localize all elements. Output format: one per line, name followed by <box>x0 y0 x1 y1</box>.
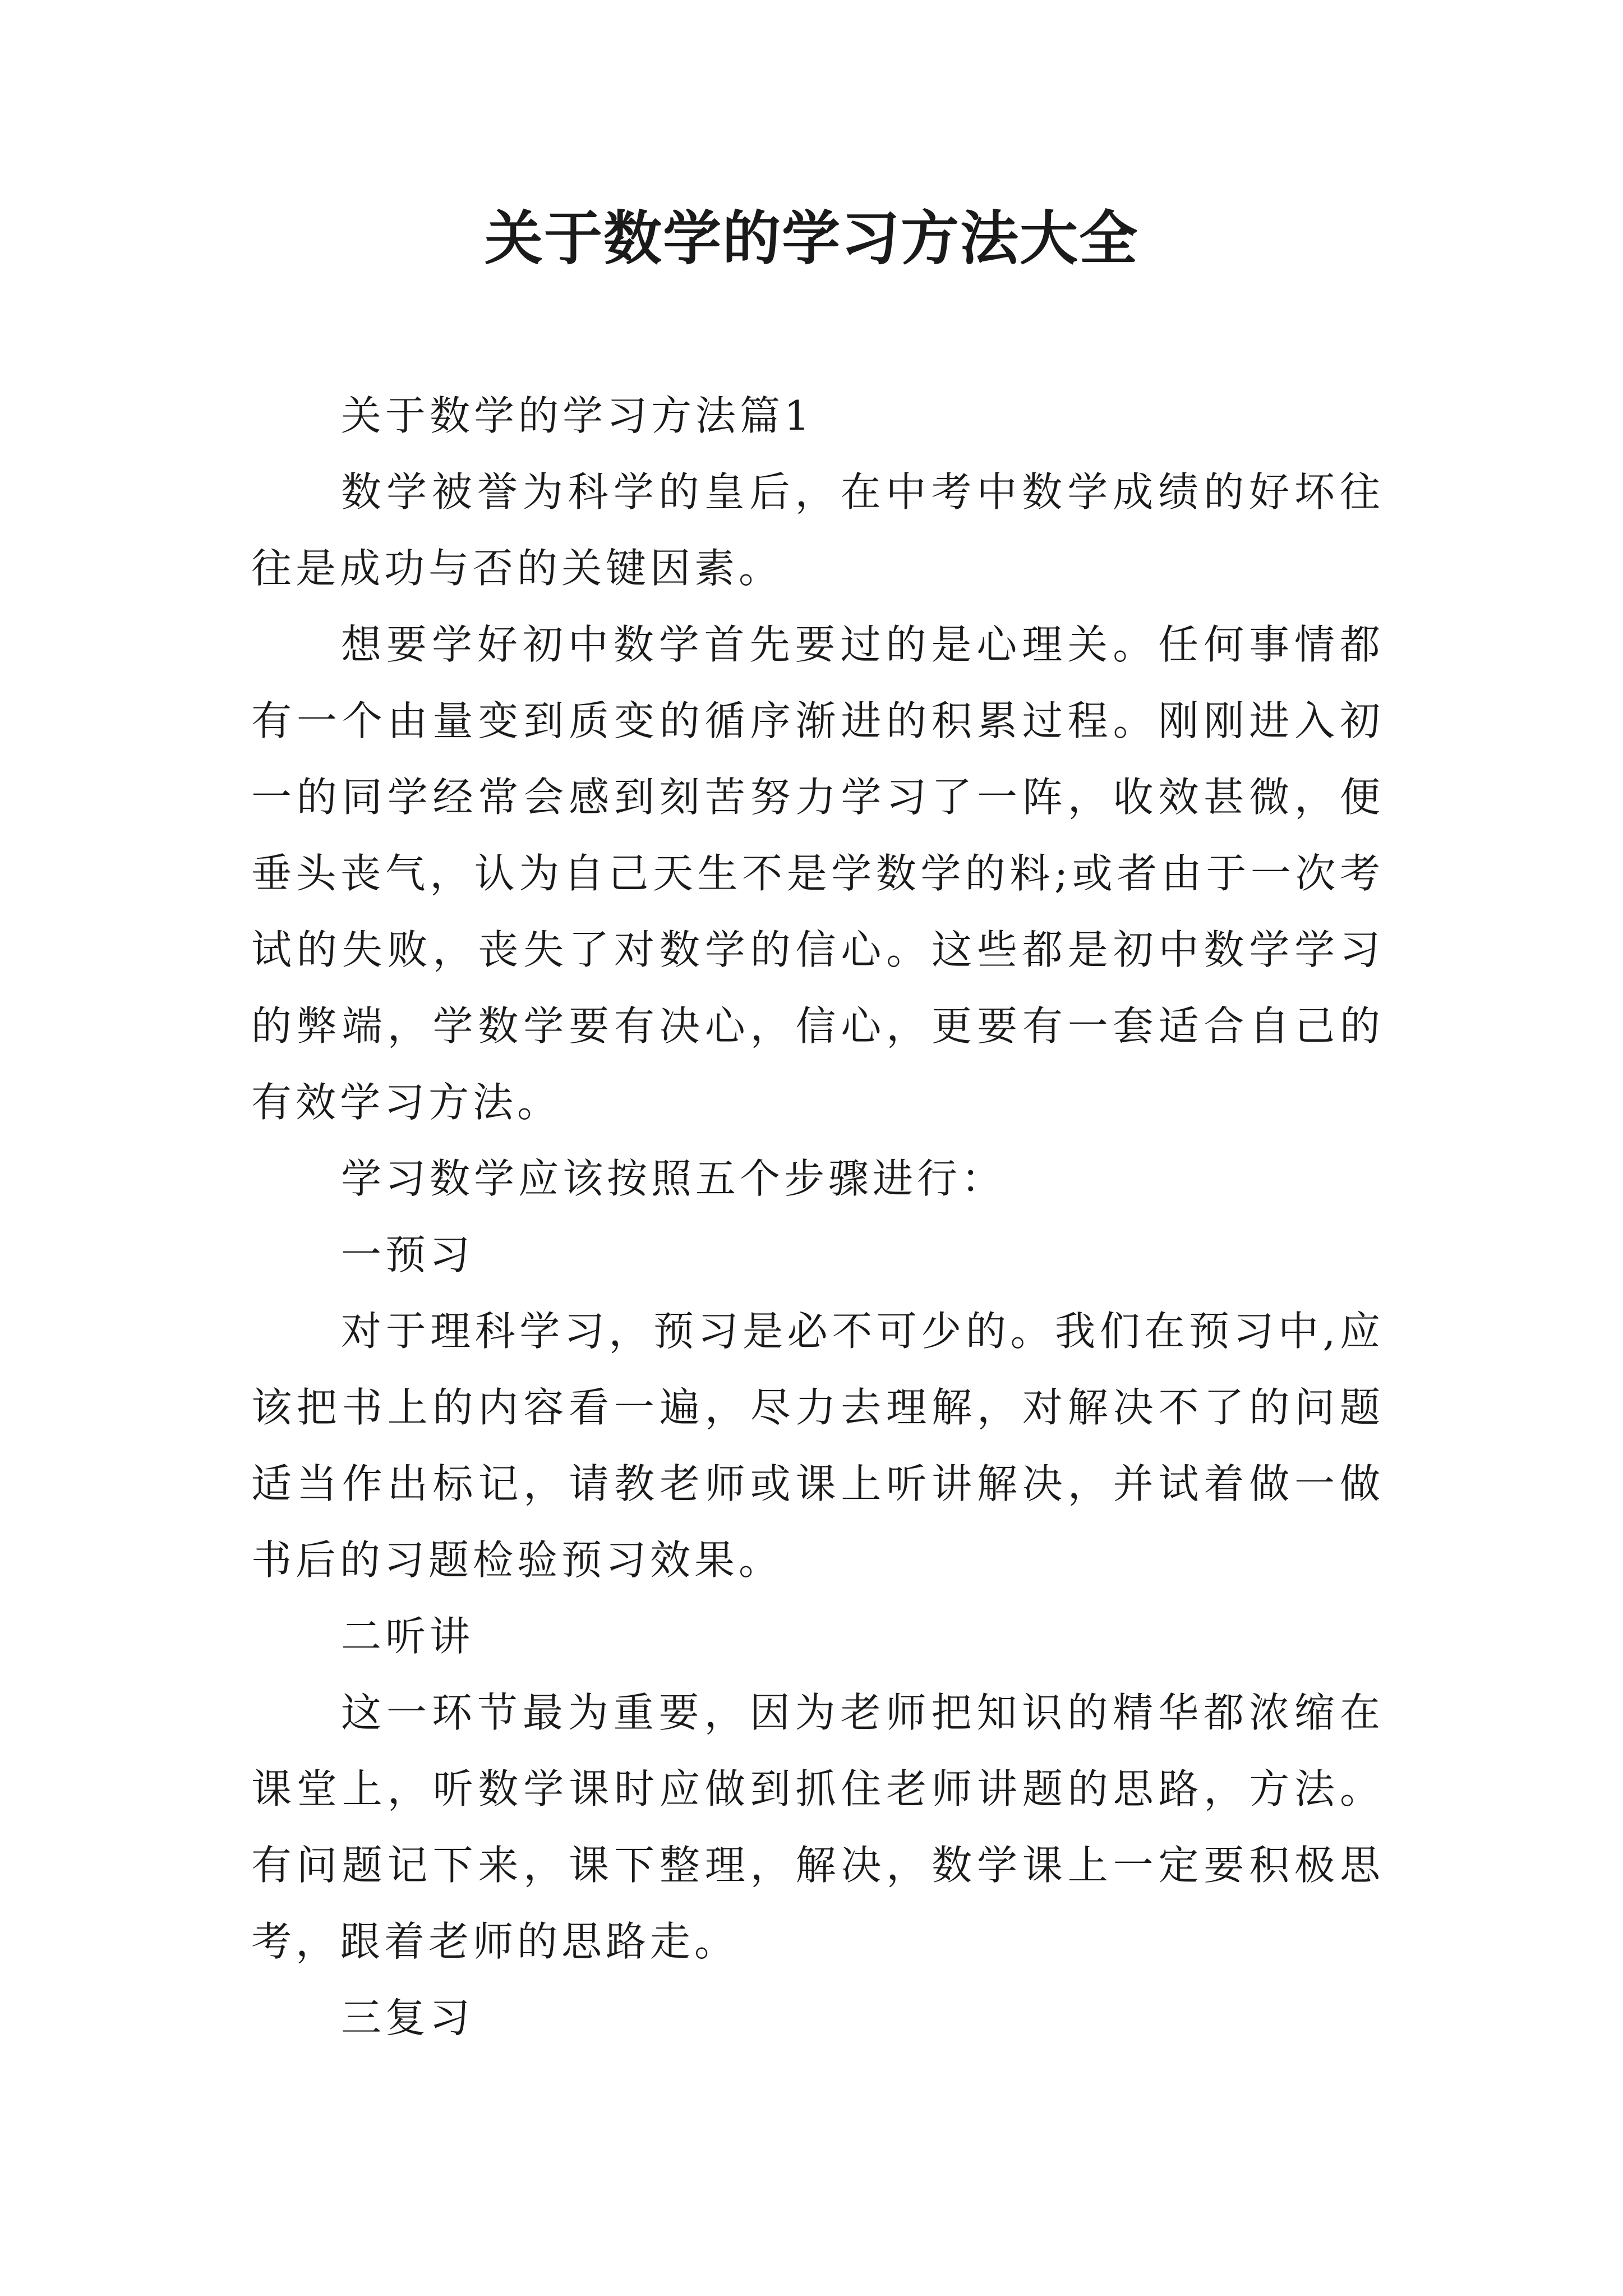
paragraph: 想要学好初中数学首先要过的是心理关。任何事情都有一个由量变到质变的循序渐进的积累过程。刚刚进入初一的同学经常会感到刻苦努力学习了一阵，收效甚微，便垂头丧气，认为自己天生不是学数学的料;或者由于一次考试的失败，丧失了对数学的信心。这些都是初中数学学习的弊端，学数学要有决心，信心，更要有一套适合自己的有效学习方法。 <box>251 621 1384 1126</box>
document-title: 关于数学的学习方法大全 <box>484 204 1138 273</box>
section-heading: 关于数学的学习方法篇1 <box>341 392 814 439</box>
document-body <box>251 378 1384 2056</box>
step-heading-review: 三复习 <box>341 1994 474 2041</box>
paragraph: 对于理科学习，预习是必不可少的。我们在预习中,应该把书上的内容看一遍，尽力去理解，对解决不了的问题适当作出标记，请教老师或课上听讲解决，并试着做一做书后的习题检验预习效果。 <box>251 1308 1384 1584</box>
paragraph: 学习数学应该按照五个步骤进行： <box>341 1155 1006 1202</box>
step-heading-preview: 一预习 <box>341 1231 474 1278</box>
paragraph: 这一环节最为重要，因为老师把知识的精华都浓缩在课堂上，听数学课时应做到抓住老师讲题的思路，方法。有问题记下来，课下整理，解决，数学课上一定要积极思考，跟着老师的思路走。 <box>251 1689 1384 1965</box>
step-heading-listen: 二听讲 <box>341 1613 474 1660</box>
paragraph: 数学被誉为科学的皇后，在中考中数学成绩的好坏往往是成功与否的关键因素。 <box>251 468 1384 592</box>
